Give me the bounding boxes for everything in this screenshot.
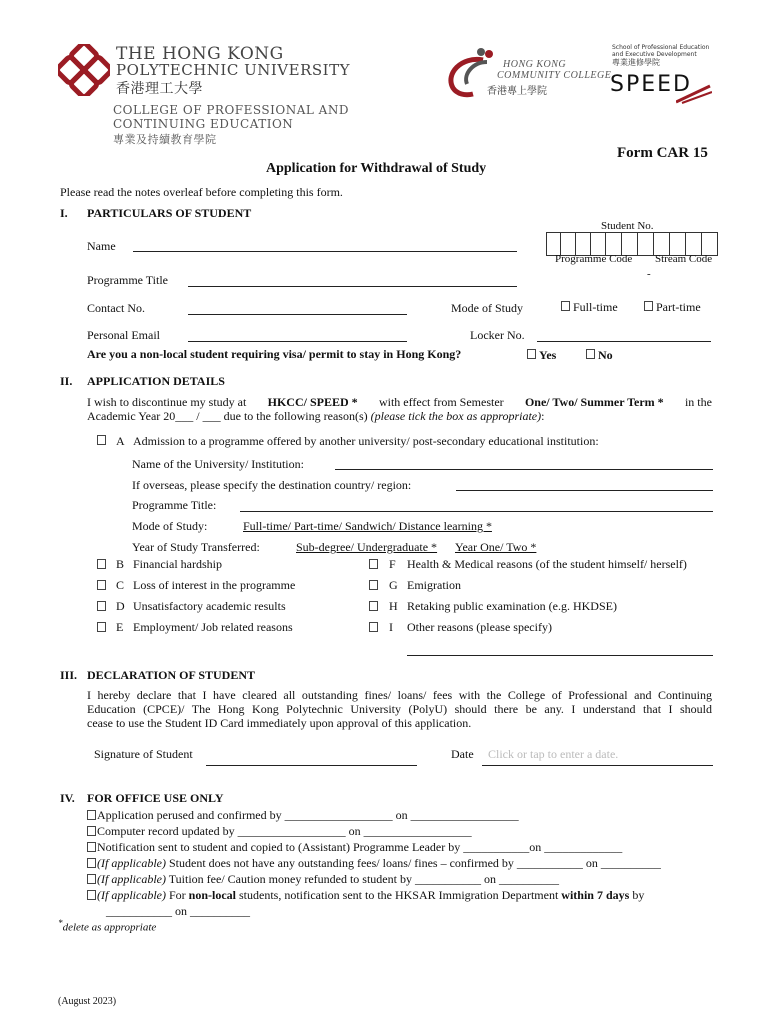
reason-h-text: Retaking public examination (e.g. HKDSE): [407, 599, 617, 613]
office-item-4: [97, 856, 661, 871]
footnote-mark: *: [58, 918, 63, 928]
office-item-6-line2: ___________ on __________: [106, 904, 250, 918]
code-separator: -: [647, 268, 651, 280]
overseas-label: If overseas, please specify the destination country/ region:: [132, 478, 412, 492]
reason-i-checkbox[interactable]: [369, 622, 378, 632]
fulltime-label: Full-time: [573, 300, 618, 314]
reason-b-letter: B: [116, 557, 125, 571]
footnote: [58, 918, 156, 934]
cpce-chinese-name: 專業及持續教育學院: [113, 133, 217, 146]
office-item-6-text-a: For: [165, 888, 189, 902]
office-item-2-checkbox[interactable]: [87, 826, 96, 836]
office-item-5-checkbox[interactable]: [87, 874, 96, 884]
programme-code-label: Programme Code: [555, 253, 633, 265]
office-item-4-text: Student does not have any outstanding fees/ loans/ fines – confirmed by ___________ on __________: [165, 856, 661, 870]
hkcc-chinese-name: 香港專上學院: [487, 86, 547, 97]
cpce-name-line1: COLLEGE OF PROFESSIONAL AND: [113, 103, 349, 117]
statement-part-c: with effect from Semester: [378, 395, 504, 409]
signature-field[interactable]: [206, 765, 417, 766]
office-item-3: [97, 840, 622, 855]
locker-field[interactable]: [537, 341, 711, 342]
speed-swoosh-icon: [676, 84, 712, 104]
reason-i-text: Other reasons (please specify): [407, 620, 552, 634]
year-level-options[interactable]: Sub-degree/ Undergraduate *: [296, 540, 438, 554]
hkcc-name-line1: HONG KONG: [503, 59, 567, 70]
office-item-3-checkbox[interactable]: [87, 842, 96, 852]
contact-label: Contact No.: [87, 301, 145, 315]
parttime-checkbox[interactable]: [644, 301, 653, 311]
intro-text: Please read the notes overleaf before completing this form.: [60, 185, 343, 199]
office-item-5-text: Tuition fee/ Caution money refunded to student by ___________ on __________: [165, 872, 559, 886]
reason-a-letter: A: [116, 434, 125, 448]
visa-no-label: No: [598, 348, 613, 362]
email-label: Personal Email: [87, 328, 160, 342]
office-item-4-checkbox[interactable]: [87, 858, 96, 868]
reason-c-checkbox[interactable]: [97, 580, 106, 590]
reason-d-checkbox[interactable]: [97, 601, 106, 611]
stream-code-label: Stream Code: [655, 253, 713, 265]
office-item-4-prefix: (If applicable): [97, 856, 166, 870]
speed-subtitle-1: School of Professional Education: [612, 44, 710, 51]
date-picker[interactable]: Click or tap to enter a date.: [488, 747, 619, 761]
polyu-logo: [58, 44, 110, 100]
university-field[interactable]: [335, 469, 713, 470]
hkcc-name-line2: COMMUNITY COLLEGE: [497, 70, 612, 81]
overseas-field[interactable]: [456, 490, 713, 491]
statement-semester: One/ Two/ Summer Term *: [524, 395, 664, 409]
polyu-emblem-icon: [58, 44, 110, 96]
office-item-1: [97, 808, 519, 823]
office-item-6-text-e: by: [629, 888, 645, 902]
fulltime-checkbox[interactable]: [561, 301, 570, 311]
declaration-line1: I hereby declare that I have cleared all outstanding fines/ loans/ fees with the College of Professional and Continuing: [87, 688, 712, 702]
locker-label: Locker No.: [470, 328, 525, 342]
reason-d-letter: D: [116, 599, 125, 613]
visa-yes-label: Yes: [539, 348, 557, 362]
office-item-6: [97, 888, 644, 903]
transfer-mode-options[interactable]: Full-time/ Part-time/ Sandwich/ Distance learning *: [243, 519, 492, 533]
statement-part-a: I wish to discontinue my study at: [87, 395, 247, 409]
reason-f-checkbox[interactable]: [369, 559, 378, 569]
transfer-mode-label: Mode of Study:: [132, 519, 208, 533]
polyu-name-line1: THE HONG KONG: [116, 44, 284, 64]
reason-h-checkbox[interactable]: [369, 601, 378, 611]
reason-g-letter: G: [389, 578, 398, 592]
office-item-5: [97, 872, 559, 887]
section3-heading: DECLARATION OF STUDENT: [87, 668, 256, 682]
office-item-1-checkbox[interactable]: [87, 810, 96, 820]
reason-g-checkbox[interactable]: [369, 580, 378, 590]
email-field[interactable]: [188, 341, 407, 342]
visa-no-checkbox[interactable]: [586, 349, 595, 359]
programme-title-field[interactable]: [188, 286, 517, 287]
reason-c-letter: C: [116, 578, 125, 592]
reason-a-text: Admission to a programme offered by another university/ post-secondary educational institution:: [133, 434, 599, 448]
footer-date: (August 2023): [58, 996, 117, 1007]
programme-title-transfer-field[interactable]: [240, 511, 713, 512]
office-item-6-nonlocal: non-local: [188, 888, 236, 902]
speed-subtitle-2: and Executive Development: [612, 51, 697, 58]
office-item-3-text: Notification sent to student and copied to (Assistant) Programme Leader by ___________on _____________: [97, 840, 623, 854]
reason-b-text: Financial hardship: [133, 557, 222, 571]
reason-b-checkbox[interactable]: [97, 559, 106, 569]
reason-g-text: Emigration: [407, 578, 461, 592]
date-field-line: [482, 765, 713, 766]
reason-a-checkbox[interactable]: [97, 435, 106, 445]
statement-year: Academic Year 20___ / ___ due to the following reason(s): [87, 409, 368, 423]
reason-f-text: Health & Medical reasons (of the student himself/ herself): [407, 557, 687, 571]
office-item-6-prefix: (If applicable): [97, 888, 166, 902]
reason-h-letter: H: [389, 599, 398, 613]
polyu-chinese-name: 香港理工大學: [116, 81, 203, 97]
name-label: Name: [87, 239, 116, 253]
university-label: Name of the University/ Institution:: [132, 457, 304, 471]
form-code: Form CAR 15: [617, 145, 708, 161]
section2-number: II.: [60, 374, 73, 388]
mode-of-study-label: Mode of Study: [451, 301, 523, 315]
section1-number: I.: [60, 206, 68, 220]
statement-institution: HKCC/ SPEED *: [267, 395, 358, 409]
section4-heading: FOR OFFICE USE ONLY: [87, 791, 224, 805]
statement-part-e: in the: [684, 395, 712, 409]
speed-accent: [676, 84, 712, 108]
statement-instruction: (please tick the box as appropriate): [370, 409, 542, 423]
year-number-options[interactable]: Year One/ Two *: [455, 540, 537, 554]
date-label: Date: [451, 747, 474, 761]
reason-e-letter: E: [116, 620, 124, 634]
page-title: Application for Withdrawal of Study: [266, 161, 487, 176]
programme-title-transfer-label: Programme Title:: [132, 498, 217, 512]
other-reasons-field[interactable]: [407, 655, 713, 656]
cpce-name-line2: CONTINUING EDUCATION: [113, 117, 294, 131]
office-item-1-text: Application perused and confirmed by __________________ on __________________: [97, 808, 519, 822]
office-item-6-text-c: students, notification sent to the HKSAR Immigration Department: [236, 888, 562, 902]
section3-number: III.: [60, 668, 78, 682]
polyu-name-line2: POLYTECHNIC UNIVERSITY: [116, 61, 350, 79]
office-item-6-checkbox[interactable]: [87, 890, 96, 900]
declaration-line3: cease to use the Student ID Card immediately upon approval of this application.: [87, 716, 472, 730]
footnote-text: delete as appropriate: [62, 921, 157, 934]
section4-number: IV.: [60, 791, 75, 805]
reason-d-text: Unsatisfactory academic results: [133, 599, 286, 613]
reason-c-text: Loss of interest in the programme: [133, 578, 296, 592]
statement-colon: :: [541, 409, 545, 423]
section1-heading: PARTICULARS OF STUDENT: [87, 206, 252, 220]
speed-chinese-name: 專業進修學院: [612, 58, 660, 67]
office-item-2: [97, 824, 472, 839]
student-no-label: Student No.: [601, 220, 654, 232]
visa-question: Are you a non-local student requiring visa/ permit to stay in Hong Kong?: [87, 347, 462, 361]
office-item-5-prefix: (If applicable): [97, 872, 166, 886]
withdrawal-statement-line1: [87, 395, 712, 410]
office-item-2-text: Computer record updated by __________________ on __________________: [97, 824, 472, 838]
declaration-line2: Education (CPCE)/ The Hong Kong Polytechnic University (PolyU) should there be any. I understand that I should: [87, 702, 712, 716]
reason-i-letter: I: [389, 620, 393, 634]
programme-title-label: Programme Title: [87, 273, 169, 287]
office-item-6-deadline: within 7 days: [561, 888, 630, 902]
name-field[interactable]: [133, 251, 517, 252]
visa-yes-checkbox[interactable]: [527, 349, 536, 359]
signature-label: Signature of Student: [94, 747, 193, 761]
reason-f-letter: F: [389, 557, 396, 571]
year-transferred-label: Year of Study Transferred:: [132, 540, 260, 554]
section2-heading: APPLICATION DETAILS: [87, 374, 225, 388]
withdrawal-statement-line2: [87, 409, 544, 424]
reason-e-checkbox[interactable]: [97, 622, 106, 632]
speed-name: SPEED: [610, 72, 692, 97]
parttime-label: Part-time: [656, 300, 701, 314]
reason-e-text: Employment/ Job related reasons: [133, 620, 293, 634]
contact-field[interactable]: [188, 314, 407, 315]
